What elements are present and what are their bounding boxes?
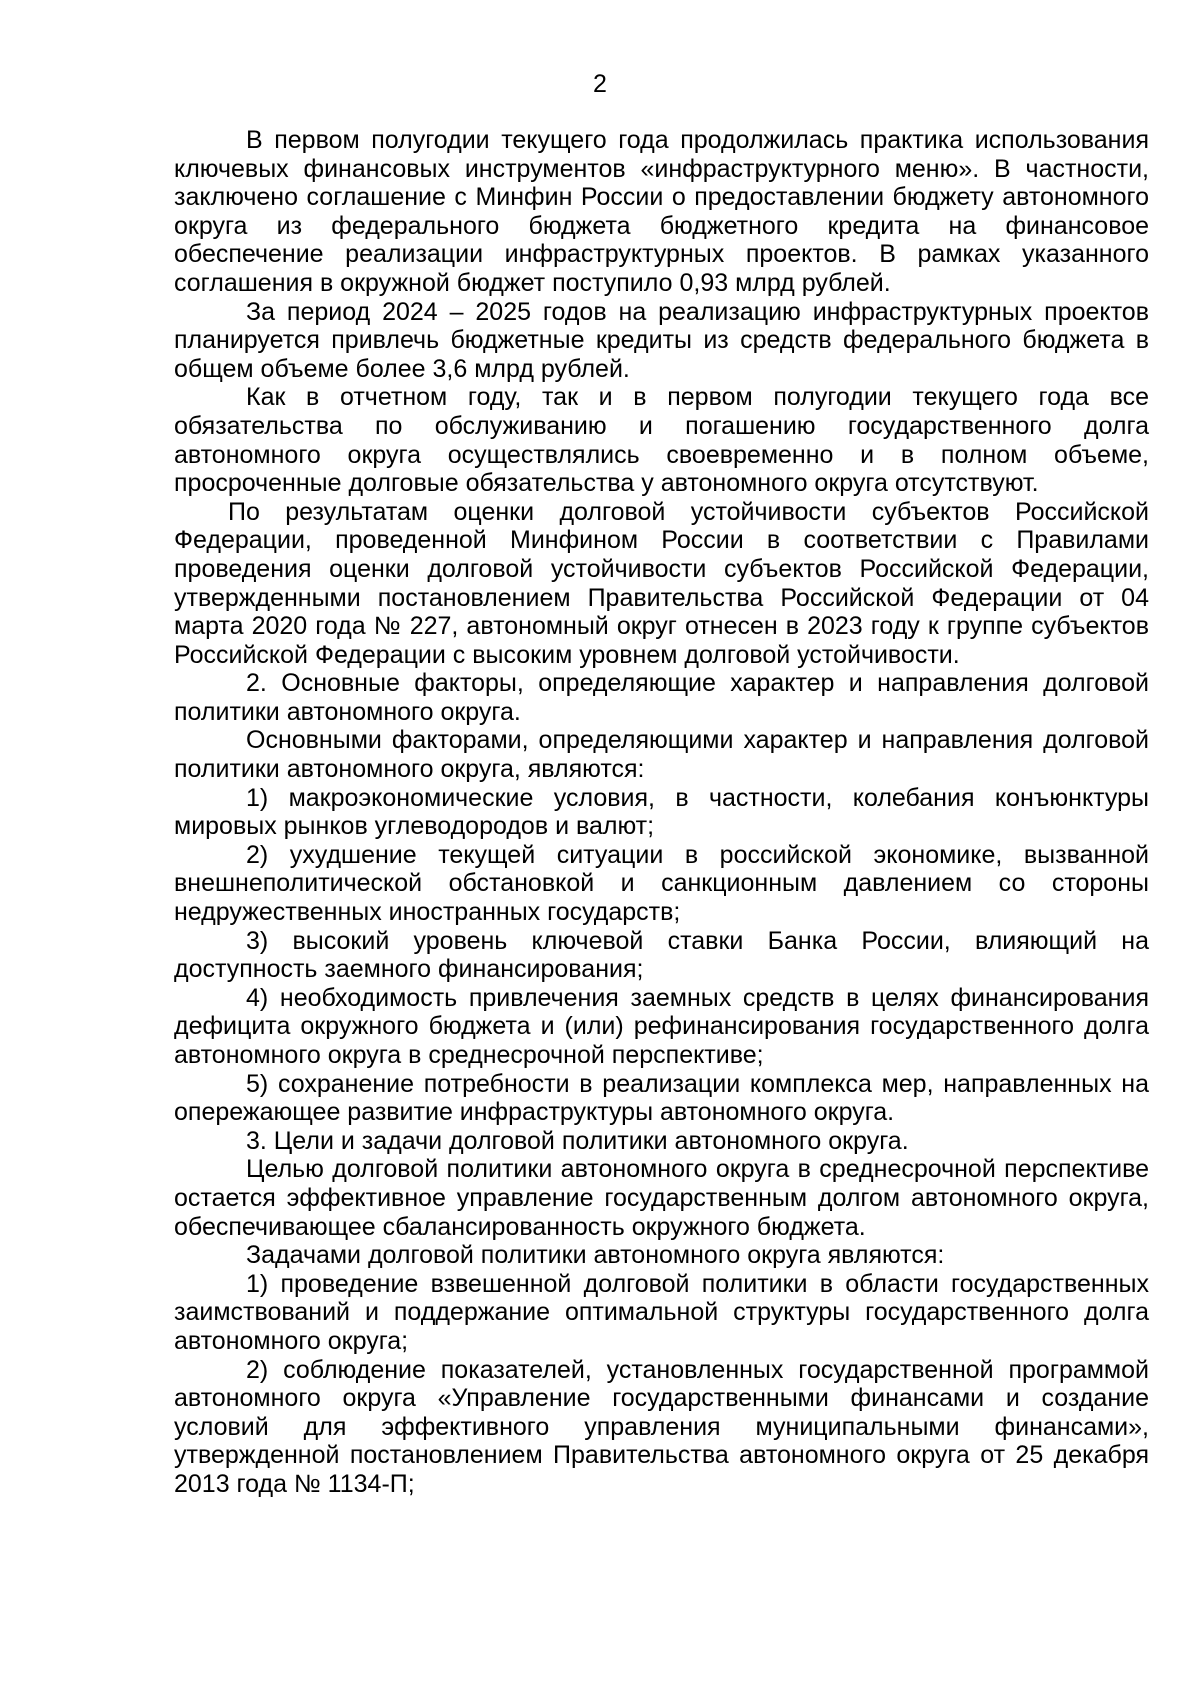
- list-item-task-2: 2) соблюдение показателей, установленных государственной программой автономного округа «Управление государственными финансами и создание условий для эффективного управления муниципальными финансами», утвержденной постановлением Правительства автономного округа от 25 декабря 2013 года № 1134-П;: [174, 1355, 1149, 1498]
- list-item-factor-4: 4) необходимость привлечения заемных средств в целях финансирования дефицита окружного бюджета и (или) рефинансирования государственного долга автономного округа в среднесрочной перспективе;: [174, 983, 1149, 1069]
- list-item-task-1: 1) проведение взвешенной долговой политики в области государственных заимствований и поддержание оптимальной структуры государственного долга автономного округа;: [174, 1269, 1149, 1355]
- page-number: 2: [593, 70, 607, 98]
- paragraph-debt-obligations: Как в отчетном году, так и в первом полугодии текущего года все обязательства по обслуживанию и погашению государственного долга автономного округа осуществлялись своевременно и в полном объеме, просроченные долговые обязательства у автономного округа отсутствуют.: [174, 383, 1149, 498]
- document-body: [174, 126, 1149, 1499]
- paragraph-tasks-intro: Задачами долговой политики автономного округа являются:: [246, 1241, 945, 1270]
- paragraph-infrastructure-menu: В первом полугодии текущего года продолжилась практика использования ключевых финансовых инструментов «инфраструктурного меню». В частности, заключено соглашение с Минфин России о предоставлении бюджету автономного округа из федерального бюджета бюджетного кредита на финансовое обеспечение реализации инфраструктурных проектов. В рамках указанного соглашения в окружной бюджет поступило 0,93 млрд рублей.: [174, 126, 1149, 297]
- paragraph-factors-intro: Основными факторами, определяющими характер и направления долговой политики автономного округа, являются:: [174, 726, 1149, 784]
- section-heading-goals: 3. Цели и задачи долговой политики автономного округа.: [246, 1126, 909, 1155]
- list-item-factor-1: 1) макроэкономические условия, в частности, колебания конъюнктуры мировых рынков углеводородов и валют;: [174, 783, 1149, 841]
- paragraph-budget-credits-plan: За период 2024 – 2025 годов на реализацию инфраструктурных проектов планируется привлечь бюджетные кредиты из средств федерального бюджета в общем объеме более 3,6 млрд рублей.: [174, 297, 1149, 383]
- list-item-factor-2: 2) ухудшение текущей ситуации в российской экономике, вызванной внешнеполитической обстановкой и санкционным давлением со стороны недружественных иностранных государств;: [174, 840, 1149, 927]
- list-item-factor-3: 3) высокий уровень ключевой ставки Банка России, влияющий на доступность заемного финансирования;: [174, 926, 1149, 984]
- list-item-factor-5: 5) сохранение потребности в реализации комплекса мер, направленных на опережающее развитие инфраструктуры автономного округа.: [174, 1069, 1149, 1127]
- paragraph-goal: Целью долговой политики автономного округа в среднесрочной перспективе остается эффективное управление государственным долгом автономного округа, обеспечивающее сбалансированность окружного бюджета.: [174, 1155, 1149, 1241]
- paragraph-debt-sustainability: По результатам оценки долговой устойчивости субъектов Российской Федерации, проведенной Минфином России в соответствии с Правилами проведения оценки долговой устойчивости субъектов Российской Федерации, утвержденными постановлением Правительства Российской Федерации от 04 марта 2020 года № 227, автономный округ отнесен в 2023 году к группе субъектов Российской Федерации с высоким уровнем долговой устойчивости.: [174, 497, 1149, 669]
- section-heading-factors: 2. Основные факторы, определяющие характер и направления долговой политики автономного округа.: [174, 669, 1149, 726]
